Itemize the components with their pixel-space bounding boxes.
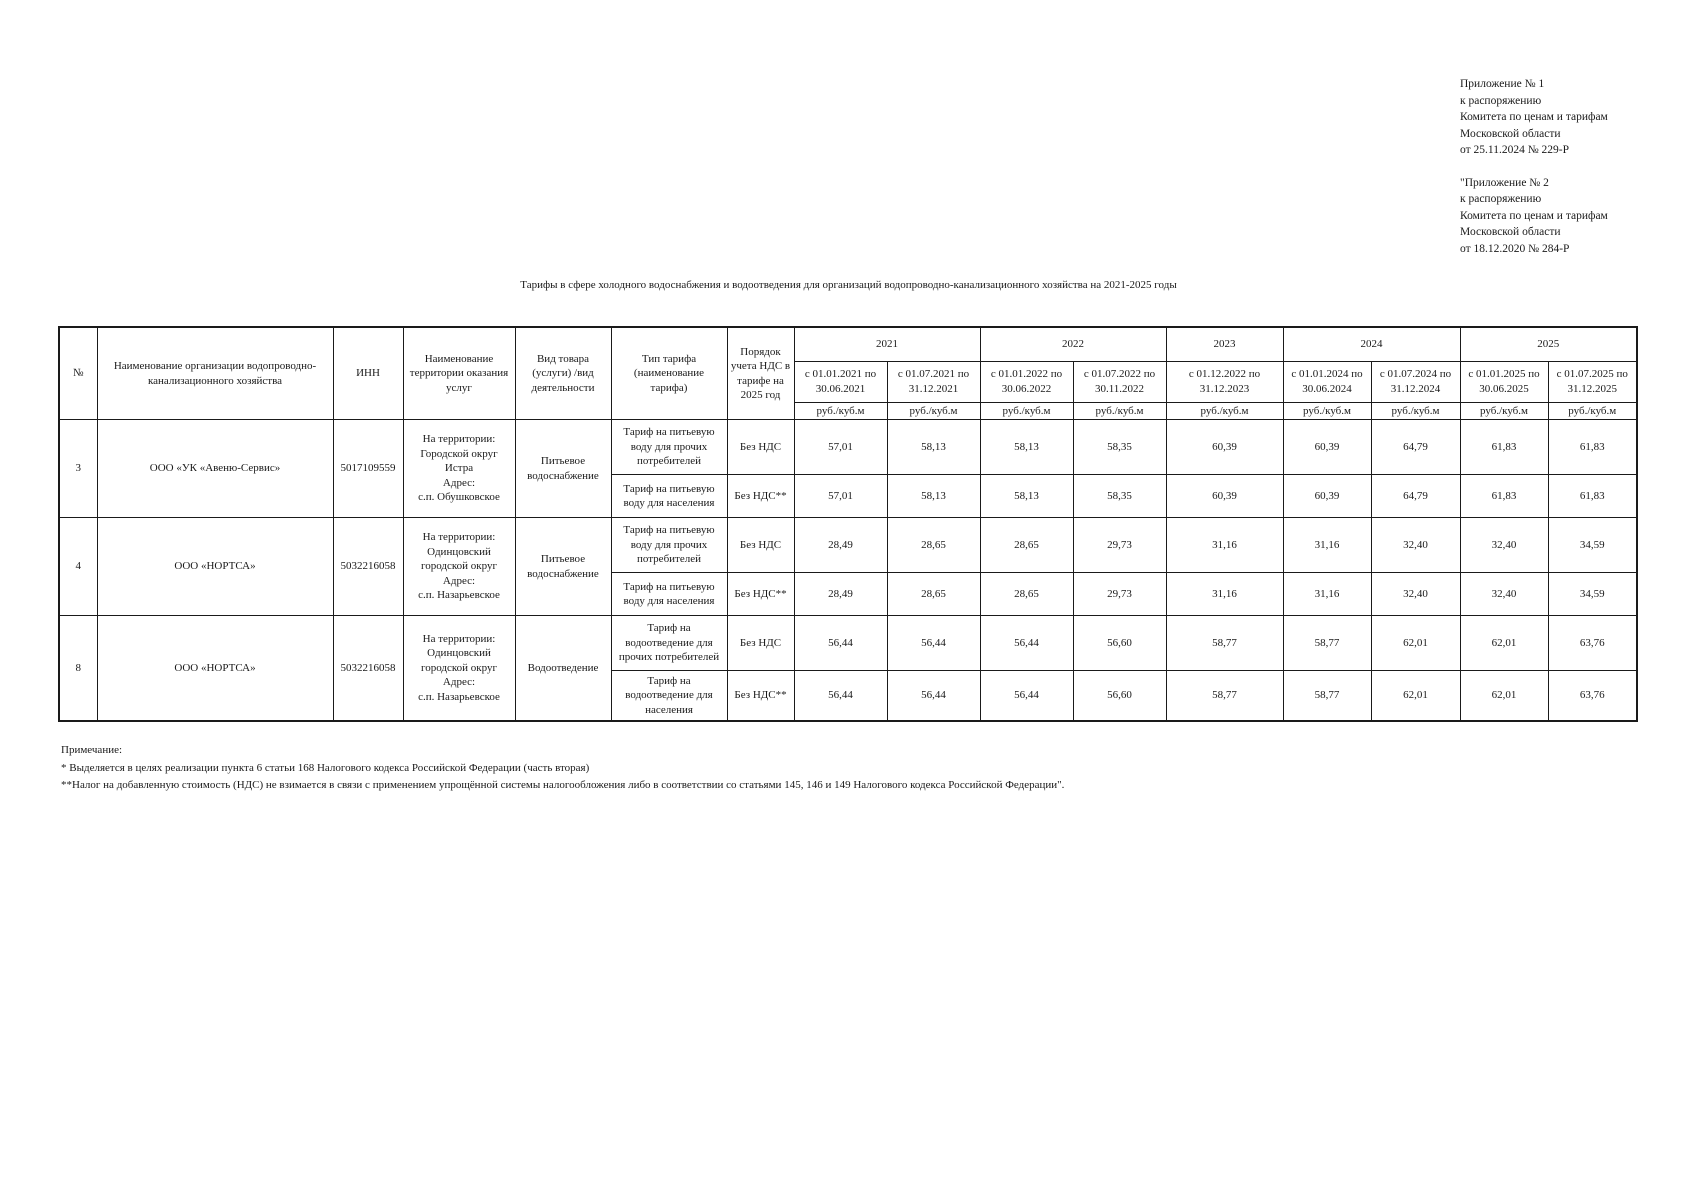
tariff-value: 28,49 [794, 518, 887, 573]
row-num: 8 [59, 616, 97, 722]
tariff-value: 62,01 [1460, 671, 1548, 721]
tariff-value: 31,16 [1283, 573, 1371, 616]
tariff-value: 29,73 [1073, 518, 1166, 573]
territory-line: с.п. Назарьевское [418, 589, 500, 602]
tariff-value: 64,79 [1371, 420, 1460, 475]
tariff-value: 58,77 [1283, 616, 1371, 671]
tariff-value: 28,49 [794, 573, 887, 616]
tariff-value: 63,76 [1548, 671, 1637, 721]
appendix-line: Приложение № 1 [1460, 78, 1545, 90]
row-territory [403, 616, 515, 722]
tariff-value: 58,77 [1166, 616, 1283, 671]
notes [61, 742, 1064, 795]
tariff-value: 61,83 [1460, 475, 1548, 518]
tariff-value: 61,83 [1548, 420, 1637, 475]
header-year-2022: 2022 [980, 327, 1166, 361]
row-vat: Без НДС** [727, 671, 794, 721]
appendix-block-1 [1460, 76, 1608, 159]
tariff-value: 31,16 [1166, 573, 1283, 616]
tariff-value: 63,76 [1548, 616, 1637, 671]
territory-line: с.п. Обушковское [418, 491, 500, 504]
header-unit: руб./куб.м [980, 402, 1073, 420]
document-title: Тарифы в сфере холодного водоснабжения и водоотведения для организаций водопроводно-канализационного хозяйства на 2021-2025 годы [520, 279, 1177, 291]
header-year-2023: 2023 [1166, 327, 1283, 361]
tariff-value: 61,83 [1548, 475, 1637, 518]
row-vat: Без НДС [727, 616, 794, 671]
tariff-value: 62,01 [1460, 616, 1548, 671]
tariff-value: 60,39 [1283, 475, 1371, 518]
header-unit: руб./куб.м [1548, 402, 1637, 420]
row-goods: Питьевое водоснабжение [515, 518, 611, 616]
tariff-value: 28,65 [887, 573, 980, 616]
header-unit: руб./куб.м [1283, 402, 1371, 420]
tariff-value: 58,13 [980, 475, 1073, 518]
row-territory [403, 420, 515, 518]
territory-line: Одинцовский [427, 545, 491, 558]
territory-line: Адрес: [442, 476, 476, 489]
header-period: с 01.07.2022 по 30.11.2022 [1073, 361, 1166, 402]
header-unit: руб./куб.м [1371, 402, 1460, 420]
tariff-value: 58,35 [1073, 475, 1166, 518]
header-tariff-type: Тип тарифа (наименование тарифа) [611, 327, 727, 420]
appendix-block-2 [1460, 175, 1608, 258]
appendix-line: "Приложение № 2 [1460, 176, 1549, 189]
territory-line: с.п. Назарьевское [418, 690, 500, 703]
tariff-value: 64,79 [1371, 475, 1460, 518]
header-year-2025: 2025 [1460, 327, 1637, 361]
header-year-2021: 2021 [794, 327, 980, 361]
territory-line: Городской округ [420, 447, 498, 460]
tariff-table [58, 326, 1638, 722]
tariff-value: 28,65 [980, 518, 1073, 573]
header-period: с 01.01.2025 по 30.06.2025 [1460, 361, 1548, 402]
header-period: с 01.07.2024 по 31.12.2024 [1371, 361, 1460, 402]
appendix-header [1460, 76, 1608, 257]
appendix-line: Московской области [1460, 127, 1561, 140]
row-num: 3 [59, 420, 97, 518]
tariff-value: 60,39 [1166, 420, 1283, 475]
tariff-value: 60,39 [1166, 475, 1283, 518]
table-row [59, 518, 1637, 573]
header-vat: Порядок учета НДС в тарифе на 2025 год [727, 327, 794, 420]
row-num: 4 [59, 518, 97, 616]
header-unit: руб./куб.м [1166, 402, 1283, 420]
appendix-line: Комитета по ценам и тарифам [1460, 209, 1608, 222]
tariff-value: 29,73 [1073, 573, 1166, 616]
row-vat: Без НДС [727, 518, 794, 573]
tariff-value: 60,39 [1283, 420, 1371, 475]
tariff-value: 57,01 [794, 420, 887, 475]
header-period: с 01.01.2021 по 30.06.2021 [794, 361, 887, 402]
row-vat: Без НДС** [727, 573, 794, 616]
tariff-value: 31,16 [1283, 518, 1371, 573]
header-unit: руб./куб.м [794, 402, 887, 420]
tariff-value: 58,35 [1073, 420, 1166, 475]
territory-line: городской округ [420, 661, 498, 674]
row-organization: ООО «УК «Авеню-Сервис» [97, 420, 333, 518]
header-period: с 01.07.2025 по 31.12.2025 [1548, 361, 1637, 402]
header-period: с 01.01.2024 по 30.06.2024 [1283, 361, 1371, 402]
header-unit: руб./куб.м [887, 402, 980, 420]
territory-line: На территории: [422, 632, 496, 645]
tariff-value: 58,77 [1283, 671, 1371, 721]
territory-line: Одинцовский [427, 647, 491, 660]
territory-line: На территории: [422, 433, 496, 446]
tariff-value: 32,40 [1460, 573, 1548, 616]
header-inn: ИНН [333, 327, 403, 420]
tariff-value: 56,44 [794, 671, 887, 721]
row-vat: Без НДС [727, 420, 794, 475]
tariff-value: 56,60 [1073, 671, 1166, 721]
territory-line: Истра [444, 462, 474, 475]
tariff-value: 62,01 [1371, 616, 1460, 671]
appendix-line: от 25.11.2024 № 229-Р [1460, 144, 1570, 156]
tariff-value: 58,77 [1166, 671, 1283, 721]
tariff-value: 56,60 [1073, 616, 1166, 671]
appendix-line: к распоряжению [1460, 94, 1542, 107]
tariff-value: 56,44 [980, 671, 1073, 721]
header-period: с 01.01.2022 по 30.06.2022 [980, 361, 1073, 402]
notes-heading: Примечание: [61, 744, 123, 756]
territory-line: Адрес: [442, 676, 476, 689]
tariff-value: 34,59 [1548, 518, 1637, 573]
tariff-value: 58,13 [887, 475, 980, 518]
header-period: с 01.07.2021 по 31.12.2021 [887, 361, 980, 402]
row-tariff-type: Тариф на питьевую воду для прочих потребителей [611, 420, 727, 475]
tariff-value: 58,13 [887, 420, 980, 475]
tariff-value: 56,44 [980, 616, 1073, 671]
table-row [59, 616, 1637, 671]
row-organization: ООО «НОРТСА» [97, 616, 333, 722]
row-territory [403, 518, 515, 616]
territory-line: Адрес: [442, 574, 476, 587]
tariff-value: 31,16 [1166, 518, 1283, 573]
tariff-value: 57,01 [794, 475, 887, 518]
row-goods: Питьевое водоснабжение [515, 420, 611, 518]
tariff-value: 62,01 [1371, 671, 1460, 721]
header-num: № [59, 327, 97, 420]
header-period: с 01.12.2022 по 31.12.2023 [1166, 361, 1283, 402]
appendix-line: Комитета по ценам и тарифам [1460, 111, 1608, 123]
appendix-line: Московской области [1460, 226, 1561, 238]
table-row [59, 420, 1637, 475]
header-unit: руб./куб.м [1073, 402, 1166, 420]
tariff-value: 56,44 [794, 616, 887, 671]
header-goods: Вид товара (услуги) /вид деятельности [515, 327, 611, 420]
row-organization: ООО «НОРТСА» [97, 518, 333, 616]
row-vat: Без НДС** [727, 475, 794, 518]
tariff-value: 61,83 [1460, 420, 1548, 475]
header-year-2024: 2024 [1283, 327, 1460, 361]
tariff-value: 34,59 [1548, 573, 1637, 616]
tariff-value: 58,13 [980, 420, 1073, 475]
row-tariff-type: Тариф на питьевую воду для прочих потребителей [611, 518, 727, 573]
note-line-2: **Налог на добавленную стоимость (НДС) не взимается в связи с применением упрощённой системы налогообложения либо в соответствии со статьями 145, 146 и 149 Налогового кодекса Российской Федерации". [61, 779, 1065, 791]
tariff-value: 56,44 [887, 671, 980, 721]
tariff-value: 32,40 [1371, 573, 1460, 616]
row-tariff-type: Тариф на питьевую воду для населения [611, 573, 727, 616]
header-territory: Наименование территории оказания услуг [403, 327, 515, 420]
tariff-value: 32,40 [1460, 518, 1548, 573]
row-tariff-type: Тариф на водоотведение для прочих потребителей [611, 616, 727, 671]
tariff-value: 32,40 [1371, 518, 1460, 573]
row-tariff-type: Тариф на водоотведение для населения [611, 671, 727, 721]
territory-line: городской округ [420, 560, 498, 573]
header-organization: Наименование организации водопроводно-канализационного хозяйства [97, 327, 333, 420]
appendix-line: от 18.12.2020 № 284-Р [1460, 242, 1570, 255]
header-unit: руб./куб.м [1460, 402, 1548, 420]
tariff-value: 28,65 [887, 518, 980, 573]
territory-line: На территории: [422, 531, 496, 544]
appendix-line: к распоряжению [1460, 193, 1542, 205]
row-goods: Водоотведение [515, 616, 611, 722]
tariff-value: 56,44 [887, 616, 980, 671]
note-line-1: * Выделяется в целях реализации пункта 6 статьи 168 Налогового кодекса Российской Федерации (часть вторая) [61, 761, 590, 774]
row-inn: 5032216058 [333, 616, 403, 722]
row-tariff-type: Тариф на питьевую воду для населения [611, 475, 727, 518]
row-inn: 5032216058 [333, 518, 403, 616]
tariff-value: 28,65 [980, 573, 1073, 616]
row-inn: 5017109559 [333, 420, 403, 518]
